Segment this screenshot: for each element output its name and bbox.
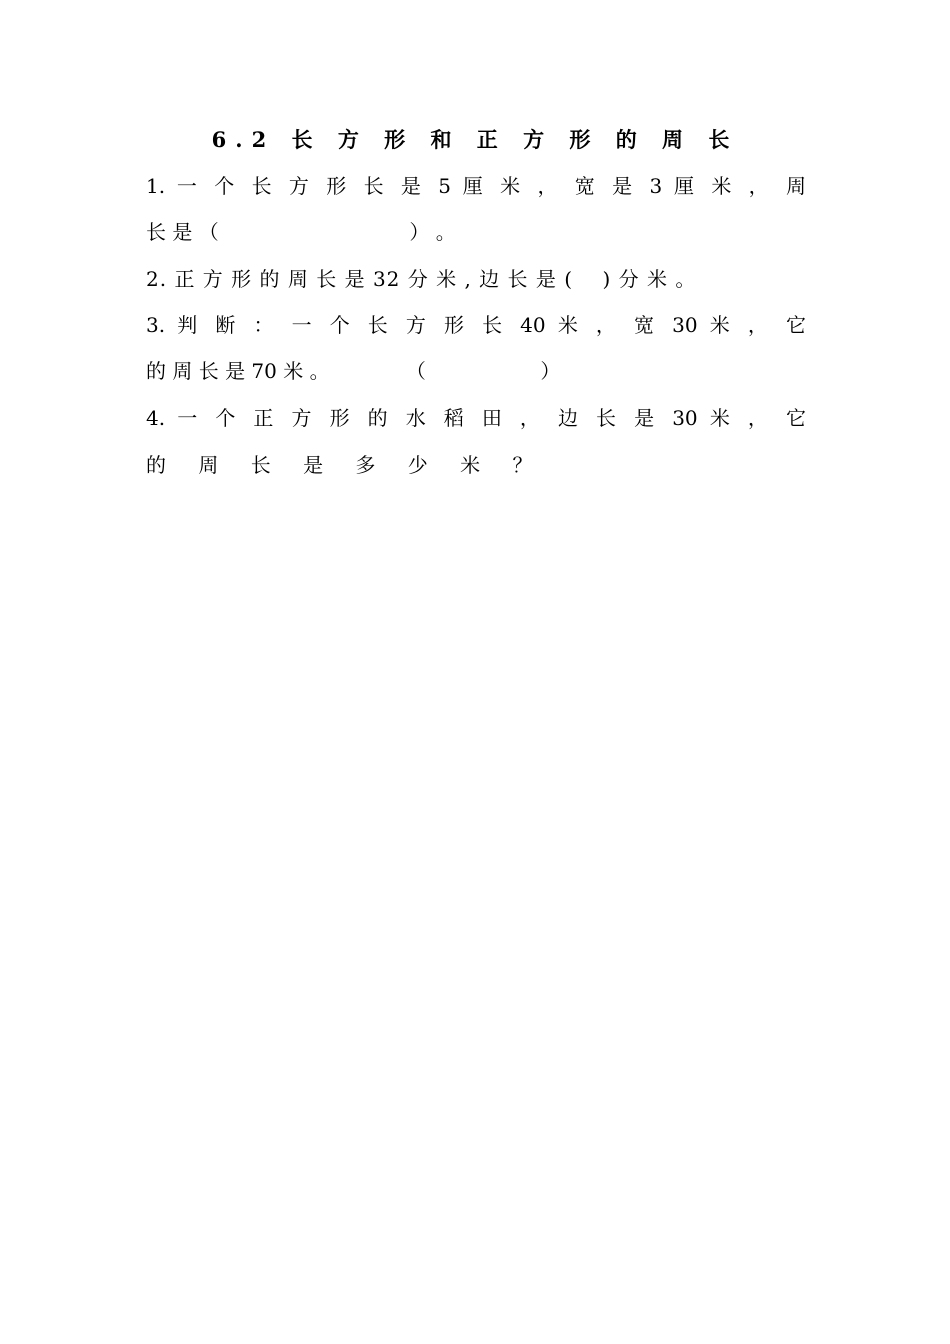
question-1-line-2: 长 是 （ ） 。: [146, 220, 456, 244]
question-4-line-1: 4. 一 个 正 方 形 的 水 稻 田 ， 边 长 是 30 米 ， 它: [146, 406, 806, 430]
question-4-line-2: 的 周 长 是 多 少 米 ？: [146, 453, 546, 477]
question-1-line-1: 1. 一 个 长 方 形 长 是 5 厘 米 ， 宽 是 3 厘 米 ， 周: [146, 174, 806, 198]
question-2-line-1: 2. 正 方 形 的 周 长 是 32 分 米 , 边 长 是 ( ) 分 米 。: [146, 267, 697, 291]
question-3-line-2: 的 周 长 是 70 米 。 （ ）: [146, 359, 561, 383]
question-3-line-1: 3. 判 断 ： 一 个 长 方 形 长 40 米 ， 宽 30 米 ， 它: [146, 313, 806, 337]
page-title: 6.2 长 方 形 和 正 方 形 的 周 长: [211, 127, 739, 152]
